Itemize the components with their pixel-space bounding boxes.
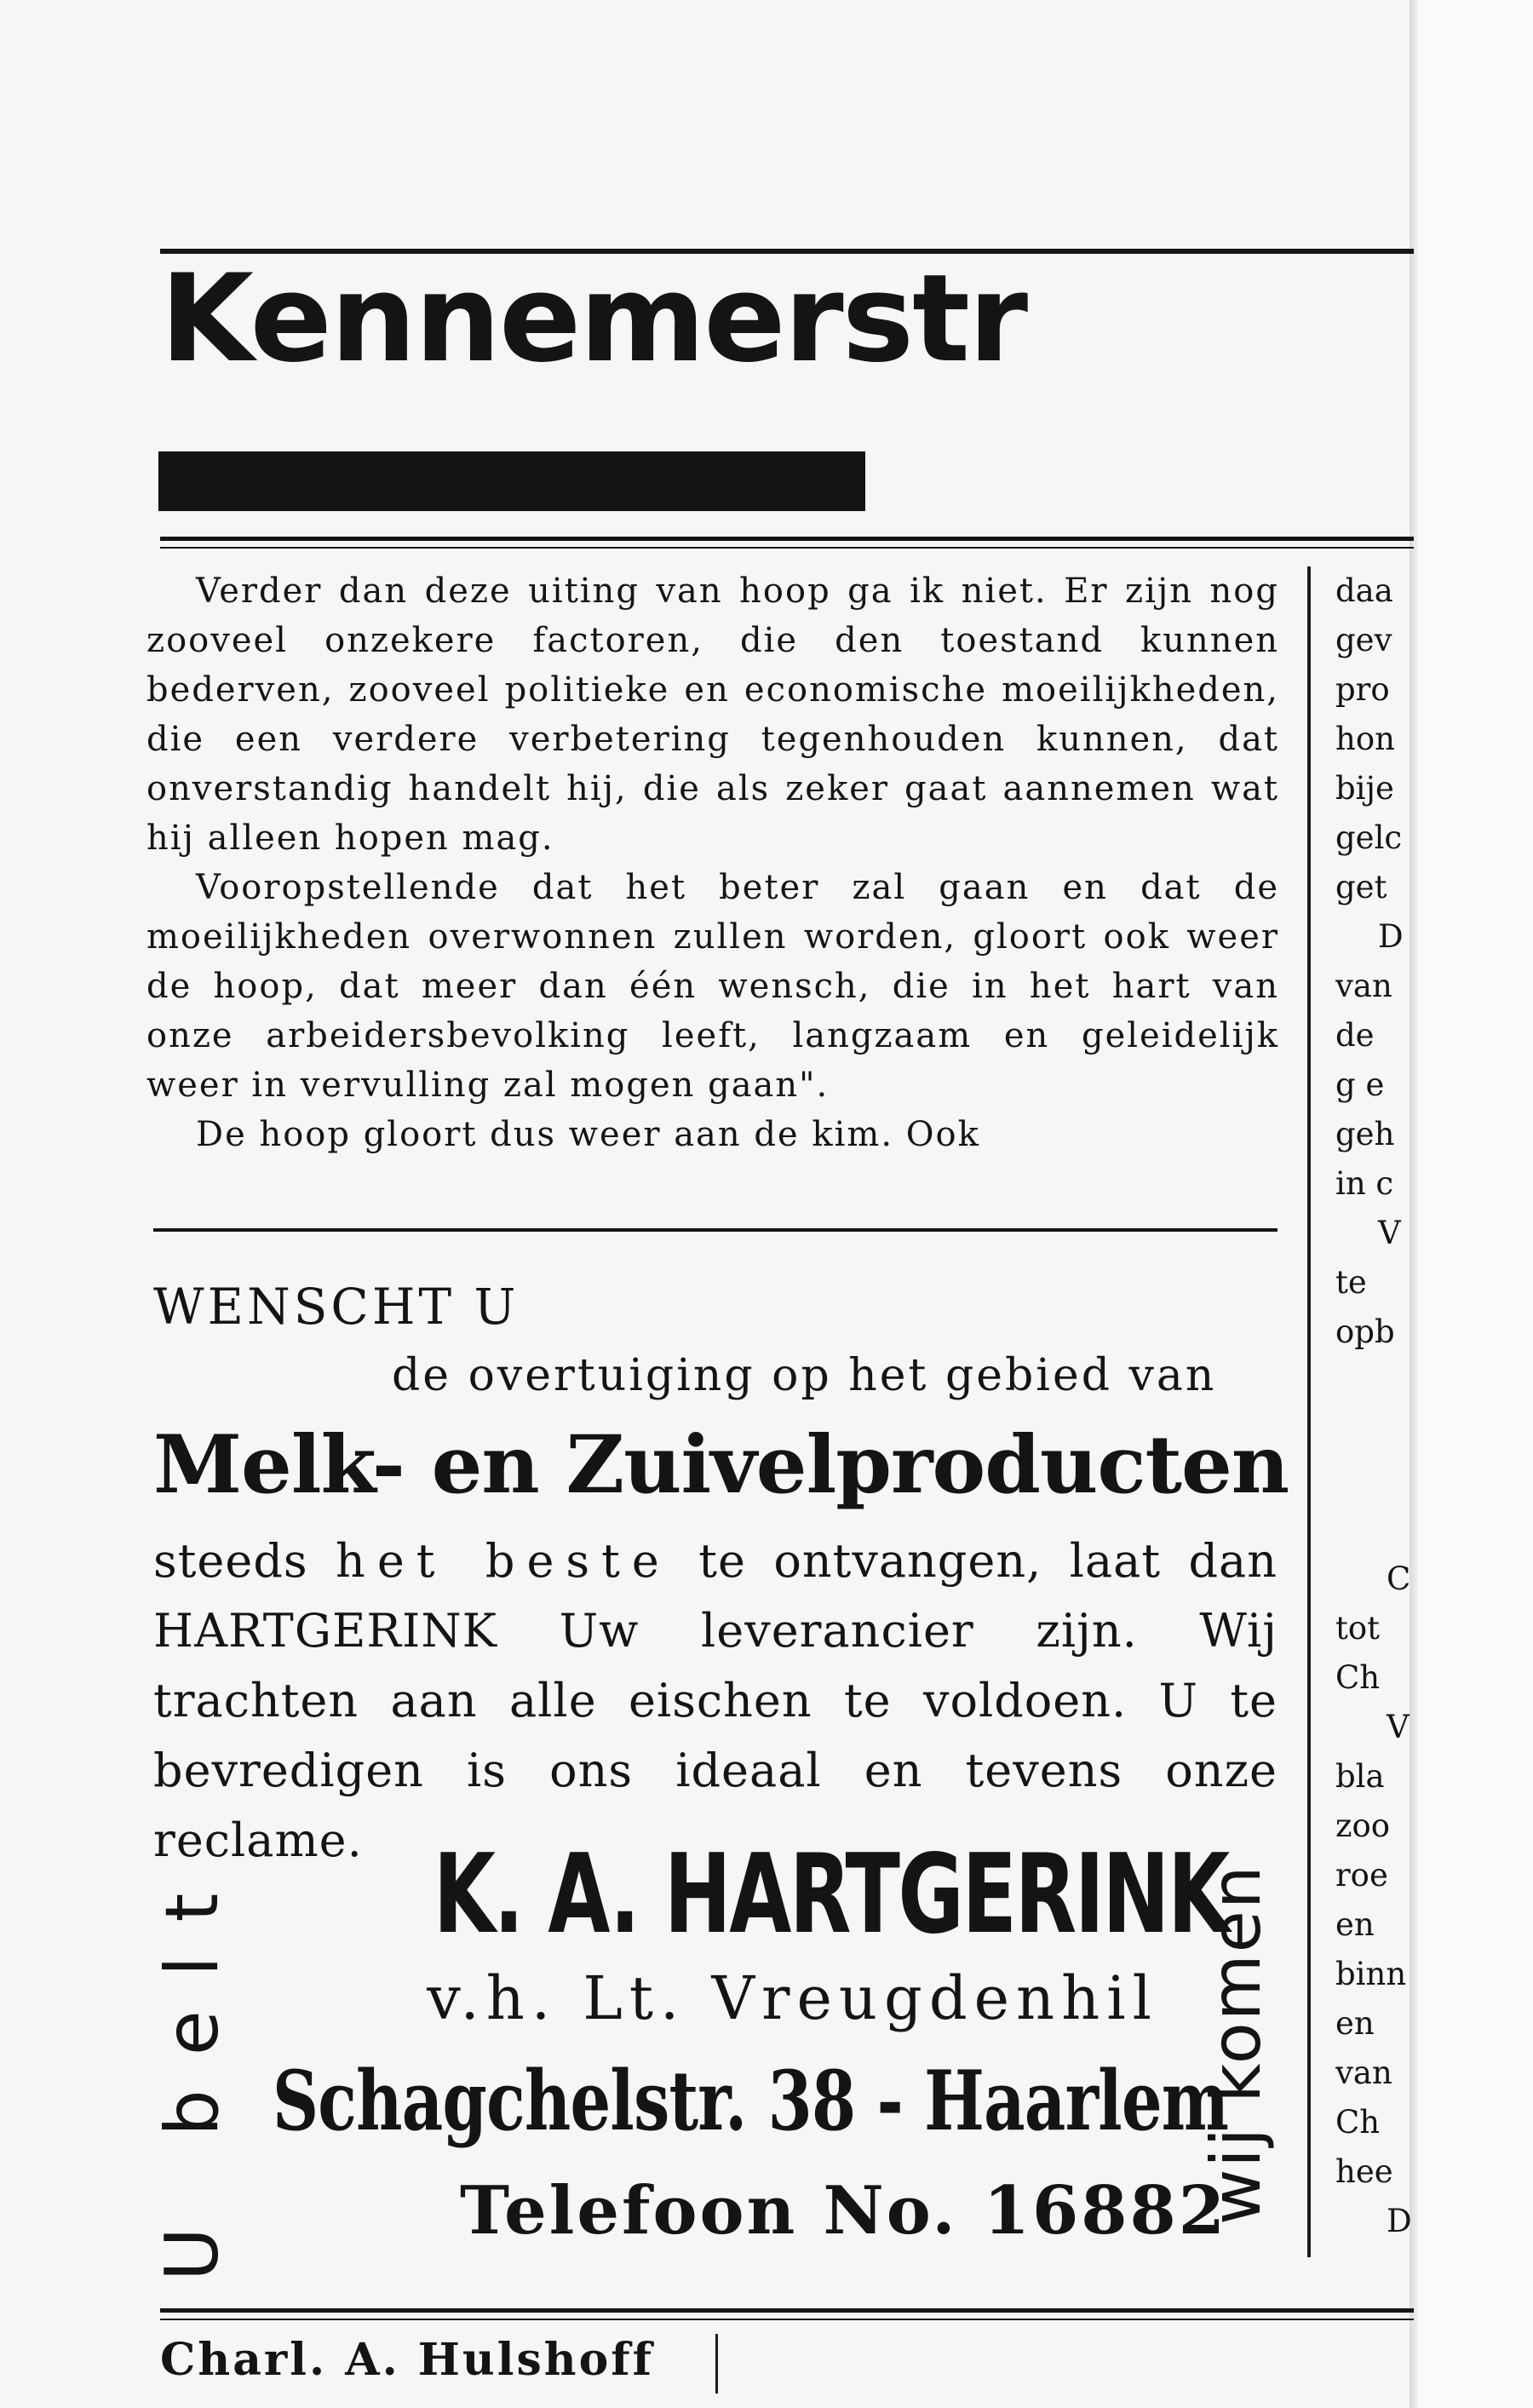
masthead-black-bar [158, 451, 865, 511]
company-predecessor: v.h. Lt. Vreugdenhil [427, 1963, 1158, 2033]
fragment-line: roe [1335, 1857, 1388, 1894]
top-rule [160, 249, 1414, 254]
fragment-line: te [1335, 1264, 1367, 1301]
article-paragraph: De hoop gloort dus weer aan de kim. Ook [196, 1115, 980, 1154]
page-margin [1415, 0, 1533, 2408]
fragment-line: hee [1335, 2153, 1393, 2190]
next-ad-name: Charl. A. Hulshoff [160, 2334, 654, 2386]
company-phone: Telefoon No. 16882 [460, 2172, 1228, 2250]
ad-body-start: steeds [153, 1534, 308, 1588]
fragment-line: in c [1335, 1165, 1394, 1202]
fragment-line: C [1387, 1560, 1411, 1597]
fragment-line: Ch [1335, 2104, 1381, 2141]
fragment-line: en [1335, 1906, 1375, 1943]
masthead-bottom-rule [160, 537, 1414, 541]
right-column-fragment [1335, 566, 1415, 2355]
company-address: Schagchelstr. 38 - Haarlem [273, 2053, 1229, 2149]
fragment-line: V [1387, 1709, 1410, 1745]
fragment-line [1335, 1456, 1415, 1505]
fragment-line: opb [1335, 1313, 1395, 1350]
fragment-line: hon [1335, 721, 1395, 757]
ad-bottom-rule-thin [160, 2319, 1414, 2320]
fragment-line [1335, 1357, 1415, 1406]
fragment-line: geh [1335, 1116, 1395, 1152]
ad-side-right: wij komen [1197, 1864, 1276, 2225]
fragment-line: bije [1335, 770, 1394, 807]
fragment-line: gelc [1335, 819, 1403, 856]
ad-bottom-rule [160, 2308, 1414, 2313]
fragment-line: pro [1335, 671, 1390, 708]
fragment-line: van [1335, 2055, 1392, 2091]
fragment-line: van [1335, 968, 1392, 1004]
ad-intro: WENSCHT U [153, 1278, 520, 1336]
fragment-line [1335, 1505, 1415, 1555]
ad-subline: de overtuiging op het gebied van [392, 1350, 1217, 1401]
fragment-line: en [1335, 2005, 1375, 2042]
ad-body-spaced: het beste [336, 1534, 671, 1588]
company-name: K. A. HARTGERINK [433, 1831, 1228, 1958]
fragment-line: D [1387, 2203, 1412, 2239]
fragment-line: Ch [1335, 1659, 1381, 1696]
ad-top-rule [153, 1228, 1278, 1232]
fragment-line [1335, 1406, 1415, 1456]
fragment-line: V [1378, 1215, 1401, 1251]
fragment-line: get [1335, 869, 1387, 905]
fragment-line: gev [1335, 622, 1392, 658]
masthead-bottom-rule-thin [160, 547, 1414, 549]
ad-body-rest: te ontvangen, laat dan HARTGERINK Uw leverancier zijn. Wij trachten aan alle eischen te voldoen. U te bevredigen is ons ideaal en tevens onze reclame. [153, 1534, 1278, 1867]
fragment-line: binn [1335, 1956, 1407, 1992]
masthead-title: Kennemerstr [160, 256, 1027, 383]
ad-body [153, 1526, 1278, 1876]
fragment-line: zoo [1335, 1807, 1391, 1844]
footer-divider [715, 2334, 718, 2394]
ad-headline: Melk- en Zuivelproducten [153, 1418, 1289, 1512]
ad-side-left: U belt [150, 1859, 235, 2281]
article-paragraph: Vooropstellende dat het beter zal gaan en dat de moeilijkheden overwonnen zullen worden, gloort ook weer de hoop, dat meer dan één wensch, die in het hart van onze arbeidersbevolking leeft, langzaam en geleidelijk weer in vervulling zal mogen gaan". [146, 868, 1279, 1105]
column-divider [1307, 566, 1311, 2257]
fragment-line: g e [1335, 1066, 1385, 1103]
fragment-line: de [1335, 1017, 1375, 1054]
fragment-line: D [1378, 918, 1404, 955]
article-text [146, 566, 1279, 1159]
fragment-line: tot [1335, 1610, 1381, 1647]
fragment-line: bla [1335, 1758, 1385, 1795]
article-paragraph: Verder dan deze uiting van hoop ga ik niet. Er zijn nog zooveel onzekere factoren, die den toestand kunnen bederven, zooveel politieke en economische moeilijkheden, die een verdere verbetering tegenhouden kunnen, dat onverstandig handelt hij, die als zeker gaat aannemen wat hij alleen hopen mag. [146, 572, 1279, 858]
fragment-line: daa [1335, 572, 1393, 609]
